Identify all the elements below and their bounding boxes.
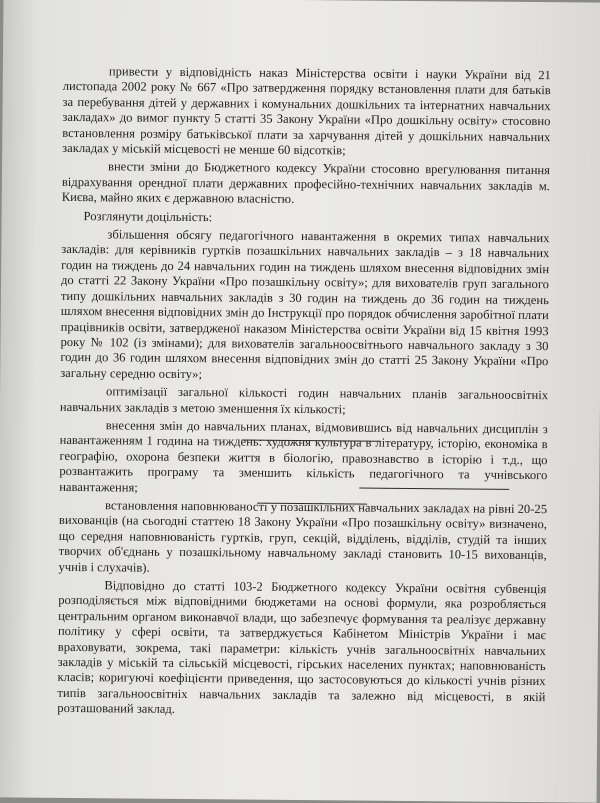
paragraph-consider-heading: Розглянути доцільність: <box>83 208 213 224</box>
paragraph-workload-increase: збільшення обсягу педагогічного навантаження в окремих типах навчальних закладів: для керівників гуртків позашкільних навчальних закладів – з 18 навчальних годин на тиждень до 24 навчальних годин на тиждень шляхом внесення відповідних змін до статті 22 Закону України «Про позашкільну освіту»; для вихователів груп загального типу дошкільних навчальних закладів з 30 годин на тиждень до 36 годин на тиждень шляхом внесення відповідних змін до Інструкції про порядок обчислення заробітної плати працівників освіти, затвердженої наказом Міністерства освіти України від 15 квітня 1993 року № 102 (із змінами); для вихователів загальноосвітнього навчального закладу з 30 годин до 36 годин шляхом внесення відповідних змін до статті 25 Закону України «Про загальну середню освіту»; <box>60 227 550 381</box>
paragraph-group-size: встановлення наповнюваності у позашкільних навчальних закладах на рівні 20-25 вихованців (на сьогодні статтею 18 Закону України «Про позашкільну освіту» визначено, що середня наповнюваність гуртків, груп, секцій, відділень, відділів, студій та інших творчих об'єднань у позашкільному навчальному закладі становить 10-15 вихованців, учнів і слухачів). <box>58 498 548 575</box>
paragraph-curriculum-optimization: оптимізації загальної кількості годин навчальних планів загальноосвітніх навчальних закладів з метою зменшення їх кількості; <box>59 384 549 416</box>
paragraph-education-subvention: Відповідно до статті 103-2 Бюджетного кодексу України освітня субвенція розподіляється між відповідними бюджетами на основі формули, яка розробляється центральним органом виконавчої влади, що забезпечує формування та реалізує державну політику у сфері освіти, та затверджується Кабінетом Міністрів України і має враховувати, зокрема, такі параметри: кількість учнів загальноосвітніх навчальних закладів у міській та сільській місцевості, гірських населених пунктах; наповнюваність класів; коригуючі коефіцієнти приведення, що застосовуються до кількості учнів різних типів загальноосвітніх навчальних закладів та залежно від місцевості, в якій розташований заклад. <box>57 578 547 717</box>
paragraph-curriculum-changes: внесення змін до навчальних планах, відмовившись від навчальних дисциплін з навантаженням 1 година на тиждень: художня культура в літературу, історію, економіка в географію, охорона безпеки життя в біологію, правознавство в історію і т.д., що розвантажить програму та зменшить кількість педагогічного та учнівського навантаження; <box>59 418 548 495</box>
document-body <box>57 64 551 724</box>
paragraph-budget-code-rent: внести зміни до Бюджетного кодексу України стосовно врегулювання питання відрахування орендної плати державних професійно-технічних навчальних закладів м. Києва, майно яких є державною власністю. <box>61 159 551 207</box>
paragraph-parental-fee: привести у відповідність наказ Міністерства освіти і науки України від 21 листопада 2002 року № 667 «Про затвердження порядку встановлення плати для батьків за перебування дітей у державних і комунальних дошкільних та інтернатних навчальних закладах» до вимог пункту 5 статті 35 Закону України «Про дошкільну освіту» стосовно встановлення розміру батьківської плати за харчування дітей у дошкільних навчальних закладах у міській місцевості не менше 60 відсотків; <box>62 64 551 158</box>
